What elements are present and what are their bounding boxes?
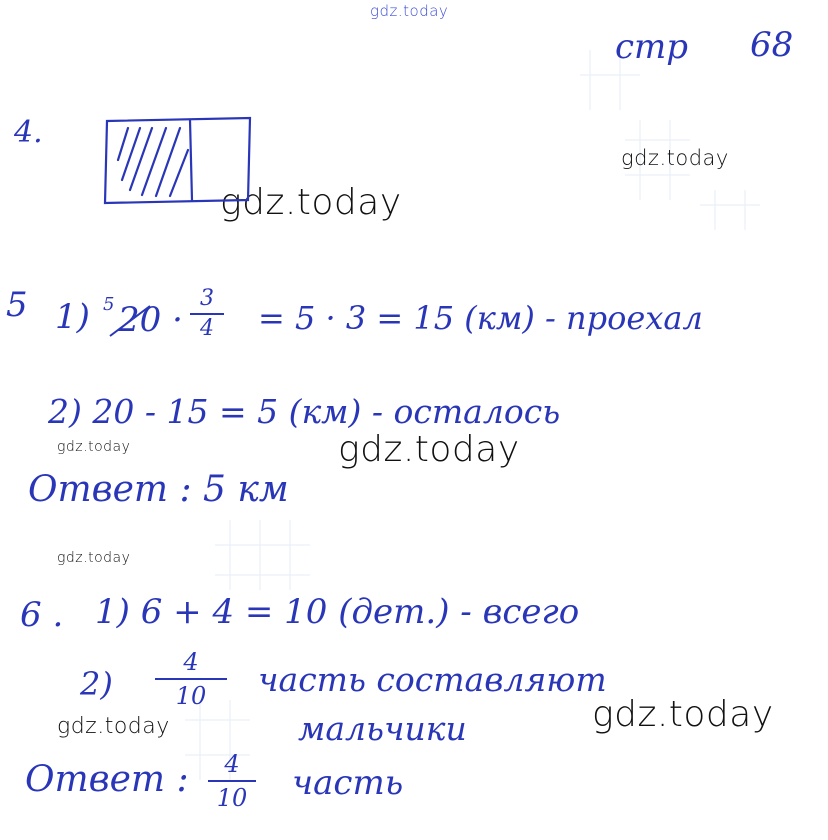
fraction-denominator: 10 — [175, 682, 207, 710]
task-5-step1-right: = 5 · 3 = 15 (км) - проехал — [258, 299, 703, 337]
watermark-top: gdz.today — [370, 2, 449, 20]
page-number: 68 — [750, 25, 794, 65]
fraction-bar — [190, 313, 224, 315]
task-6-answer-text: часть — [292, 763, 404, 803]
task-6-number: 6 . — [20, 595, 64, 635]
fraction-bar — [208, 780, 256, 782]
watermark: gdz.today — [338, 429, 520, 470]
watermark: gdz.today — [592, 694, 774, 735]
watermark: gdz.today — [57, 550, 131, 566]
task-5-step1-left: 20 · — [118, 300, 183, 340]
watermark: gdz.today — [220, 182, 402, 223]
watermark: gdz.today — [57, 714, 170, 739]
task-5-answer: Ответ : 5 км — [28, 469, 289, 510]
fraction-numerator: 3 — [200, 286, 214, 311]
task-4-number: 4. — [14, 115, 43, 150]
fraction-numerator: 4 — [224, 750, 240, 778]
task-5-step1-small-number: 5 — [103, 294, 115, 315]
fraction-bar — [155, 678, 227, 680]
task-6-step2-text: часть составляют — [258, 660, 607, 699]
task-5-fraction — [190, 288, 224, 340]
fraction-numerator: 4 — [183, 648, 199, 676]
task-5-number: 5 — [6, 285, 28, 325]
task-6-step1: 1) 6 + 4 = 10 (дет.) - всего — [95, 592, 580, 632]
page-label: стр — [615, 27, 689, 67]
fraction-denominator: 10 — [216, 784, 248, 812]
task-6-answer-label: Ответ : — [25, 759, 189, 800]
task-6-step2-text2: мальчики — [298, 709, 467, 748]
task-6-fraction — [155, 650, 227, 708]
task-6-step2-index: 2) — [80, 665, 113, 703]
task-5-step1-index: 1) — [55, 297, 90, 337]
task-6-answer-fraction — [208, 752, 256, 810]
watermark: gdz.today — [621, 146, 729, 170]
watermark: gdz.today — [57, 439, 131, 455]
fraction-denominator: 4 — [200, 316, 214, 341]
task-5-step2: 2) 20 - 15 = 5 (км) - осталось — [48, 392, 561, 431]
